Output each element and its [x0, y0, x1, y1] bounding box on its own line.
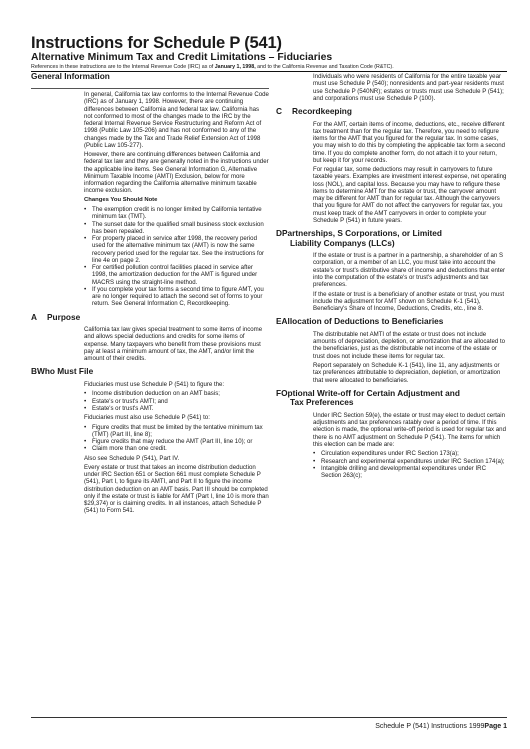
section-title: Allocation of Deductions to Beneficiaries — [281, 316, 444, 327]
section-a-body — [31, 326, 269, 362]
section-letter: D — [276, 228, 282, 239]
list-item: • The exemption credit is no longer limited by California tentative minimum tax (TMT). — [84, 206, 269, 221]
footer-form-name: Schedule P (541) Instructions — [375, 723, 467, 730]
reference-note — [31, 64, 394, 70]
reference-prefix: References in these instructions are to the Internal Revenue Code (IRC) as of — [31, 64, 215, 70]
recordkeeping-paragraph-1: For the AMT, certain items of income, deductions, etc., receive different tax treatment than for the regular tax. Therefore, you need to refigure items for the AMT that you figured for the regular tax. In some cases, you may wish to do this by completing the applicable tax form a second time. If you do complete another form, do not attach it to your return, but keep it for your records. — [313, 120, 506, 164]
optional-write-off-list — [313, 450, 507, 479]
section-a-heading — [31, 313, 269, 323]
list-item: • The sunset date for the qualified small business stock exclusion has been repealed. — [84, 221, 269, 236]
section-c-body — [276, 121, 507, 225]
section-title: Recordkeeping — [292, 106, 352, 116]
section-title: Partnerships, S Corporations, or Limited — [282, 228, 442, 239]
section-letter: E — [276, 316, 282, 327]
section-e-body — [276, 331, 507, 384]
page-title: Instructions for Schedule P (541) — [31, 34, 282, 52]
list-item: • Figure credits that must be limited by the tentative minimum tax (TMT) (Part III, line 8); — [84, 424, 269, 439]
general-information-body — [31, 91, 269, 308]
section-letter: B — [31, 366, 37, 377]
reference-suffix: and to the California Revenue and Taxation Code (R&TC). — [255, 64, 394, 70]
who-must-file-intro-1: Fiduciaries must use Schedule P (541) to figure the: — [84, 380, 225, 388]
list-item: • Intangible drilling and developmental expenditures under IRC Section 263(c); — [313, 465, 507, 480]
general-paragraph-2: However, there are continuing differences between California and federal tax law and they are generally noted in the instructions under the applicable line items. See General Information G, Alternative Minimum Taxable Income (AMTI) Exclusion, below for more information regarding the California alternative minimum taxable income exclusion. — [84, 151, 269, 195]
section-d-body — [276, 252, 507, 312]
partnerships-paragraph-1: If the estate or trust is a partner in a partnership, a shareholder of an S corporation, or a member of an LLC, you must take into account the estate's or trust's distributive share of income and deductions that enter into the computation of the estate's or trust's adjustments and tax preferences. — [313, 252, 506, 289]
section-letter: A — [31, 311, 37, 322]
who-must-file-list-1 — [84, 390, 269, 412]
list-item: • Circulation expenditures under IRC Section 173(a); — [313, 450, 507, 457]
who-must-file-list-2 — [84, 424, 269, 453]
section-b-heading — [31, 367, 269, 377]
page-subtitle: Alternative Minimum Tax and Credit Limitations – Fiduciaries — [31, 52, 333, 63]
page-footer — [375, 723, 507, 730]
allocation-paragraph-1: The distributable net AMTI of the estate or trust does not include amounts of depreciation, depletion, or amortization that are allocated to the beneficiaries, just as the distributable net income of the estate or trust does not include these items for regular tax. — [313, 330, 506, 360]
who-must-file-paragraph: Every estate or trust that takes an income distribution deduction under IRC Section 651 or Section 661 must complete Schedule P (541), Part I, to figure its AMTI, and Part II to figure the income distribution deduction on an AMT basis. Part III should be completed only if the estate or trust is liable for AMT (Part I, line 10 is more than $29,374) or is claiming credits. In all instances, attach Schedule P (541) to Form 541. — [84, 463, 269, 515]
list-item: • Research and experimental expenditures under IRC Section 174(a); — [313, 458, 507, 465]
section-divider — [31, 88, 269, 89]
section-title-continued: Liability Companys (LLCs) — [290, 237, 395, 248]
list-item: • For certified pollution control facilities placed in service after 1998, the amortization deduction for the AMT is figured under MACRS using the straight-line method. — [84, 264, 269, 286]
who-must-file-also: Also see Schedule P (541), Part IV. — [84, 454, 180, 462]
general-information-heading: General Information — [31, 71, 110, 81]
list-item: • If you complete your tax forms a second time to figure AMT, you are no longer required to attach the second set of forms to your return. See General Information C, Recordkeeping. — [84, 286, 269, 308]
section-c-heading — [276, 107, 507, 117]
left-column — [31, 73, 269, 517]
list-item: • For property placed in service after 1998, the recovery period used for the alternative minimum tax (AMT) is now the same recovery period used for the regular tax. See the instructions for line 4e on page 2. — [84, 235, 269, 264]
footer-year: 1999 — [468, 723, 485, 730]
section-title: Purpose — [47, 311, 81, 322]
section-title: Optional Write-off for Certain Adjustment and — [281, 387, 460, 398]
section-b-continued — [276, 73, 507, 102]
section-f-body — [276, 412, 507, 479]
section-f-heading — [276, 389, 507, 408]
footer-rule — [31, 717, 507, 718]
changes-list — [84, 206, 269, 308]
footer-page-number: Page 1 — [484, 723, 507, 730]
section-letter: C — [276, 106, 282, 116]
who-must-file-intro-2: Fiduciaries must also use Schedule P (541) to: — [84, 414, 210, 422]
allocation-paragraph-2: Report separately on Schedule K-1 (541), line 11, any adjustments or tax preferences attributable to depreciation, depletion, or amortization that were allocated to beneficiaries. — [313, 362, 501, 384]
changes-heading: Changes You Should Note — [84, 196, 158, 203]
section-letter: F — [276, 387, 282, 398]
recordkeeping-paragraph-2: For regular tax, some deductions may result in carryovers to future taxable years. Examples are investment interest expense, net operating loss (NOL), and capital loss. Because you may have to refigure these items to determine AMT for the estate or trust, the carryover amount may be different for AMT than for regular tax. Although the carryovers that you figure for AMT do not affect the carryovers for regular tax, you must keep track of the AMT carryovers in order to complete your Schedule P (541) in future years. — [313, 166, 507, 224]
partnerships-paragraph-2: If the estate or trust is a beneficiary of another estate or trust, you must include the adjustment for AMT shown on Schedule K-1 (541), Beneficiary's Share of Income, Deductions, Credits, etc., line 8. — [313, 290, 505, 313]
general-paragraph-1: In general, California tax law conforms to the Internal Revenue Code (IRC) as of January 1, 1998. However, there are continuing differences between California and federal tax law. California has not conformed to most of the changes made to the IRC by the federal Internal Revenue Service Restructuring and Reform Act of 1998 (Public Law 105-206) and has not conformed to any of the changes made by the Tax and Trade Relief Extension Act of 1998 (Public Law 105-277). — [84, 91, 269, 149]
reference-date: January 1, 1998, — [214, 64, 256, 70]
list-item: • Estate's or trust's AMT. — [84, 405, 269, 412]
list-item: • Estate's or trust's AMTI; and — [84, 398, 269, 405]
section-d-heading — [276, 229, 507, 248]
who-must-file-continued: Individuals who were residents of California for the entire taxable year must use Schedule P (540); nonresidents and part-year residents must use Schedule P (540NR); estates or trusts must use Schedule P (541); and corporations must use Schedule P (100). — [313, 73, 504, 102]
purpose-paragraph: California tax law gives special treatment to some items of income and allows special deductions and credits for some items of expense. Many taxpayers who benefit from these provisions must pay at least a minimum amount of tax, the AMT, and/or limit the amount of their credits. — [84, 326, 263, 363]
section-title-continued: Tax Preferences — [290, 397, 354, 408]
list-item: • Figure credits that may reduce the AMT (Part III, line 10); or — [84, 438, 269, 445]
list-item: • Claim more than one credit. — [84, 445, 269, 452]
optional-write-off-paragraph: Under IRC Section 59(e), the estate or trust may elect to deduct certain adjustments and tax preferences ratably over a period of time. If this election is made, the optional write-off period is used for regular tax and there is no AMT adjustment on Schedule P (541). The items for which this election can be made are: — [313, 411, 506, 448]
section-e-heading — [276, 317, 507, 327]
section-b-body — [31, 381, 269, 515]
section-title: Who Must File — [37, 366, 94, 377]
right-column — [276, 73, 507, 481]
list-item: • Income distribution deduction on an AMT basis; — [84, 390, 269, 397]
